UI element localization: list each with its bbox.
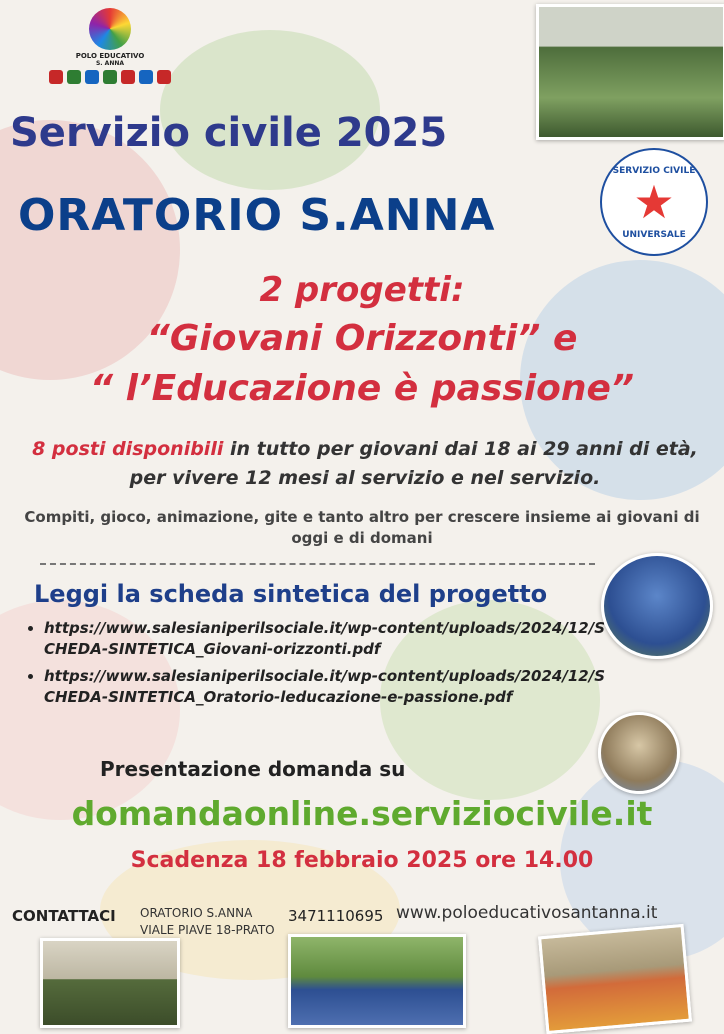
partner-logo-icon (121, 70, 135, 84)
contact-website[interactable]: www.poloeducativosantanna.it (396, 903, 658, 923)
domanda-online-link[interactable]: domandaonline.serviziocivile.it (71, 794, 653, 833)
photo-group-3 (538, 924, 692, 1034)
compiti-text: Compiti, gioco, animazione, gite e tanto altro per crescere insieme ai giovani di oggi e di domani (24, 508, 700, 547)
posti-description (30, 435, 700, 493)
partner-logo-icon (49, 70, 63, 84)
oratorio-heading: ORATORIO S.ANNA (18, 190, 496, 241)
partner-logo-icon (67, 70, 81, 84)
link-scheda-giovani-orizzonti[interactable]: • https://www.salesianiperilsociale.it/wp-content/uploads/2024/12/SCHEDA-SINTETICA_Giovani-orizzonti.pdf (44, 618, 614, 660)
project-name-1: “Giovani Orizzonti” e (146, 318, 578, 359)
presentazione-label: Presentazione domanda su (100, 757, 406, 781)
polo-educativo-logo (20, 8, 200, 88)
partner-logo-icon (103, 70, 117, 84)
projects-count: 2 progetti: (259, 270, 465, 310)
logo-line-1: POLO EDUCATIVO (75, 52, 145, 60)
contact-heading: CONTATTACI (12, 907, 116, 925)
badge-text-bottom: UNIVERSALE (622, 230, 686, 240)
photo-courtyard (536, 4, 724, 140)
partner-logo-icon (139, 70, 153, 84)
badge-text-top: SERVIZIO CIVILE (612, 166, 696, 176)
deadline-text: Scadenza 18 febbraio 2025 ore 14.00 (130, 848, 594, 873)
project-name-2: “ l’Educazione è passione” (89, 368, 635, 409)
dashed-divider (40, 563, 595, 565)
contact-address (140, 905, 275, 939)
partner-logo-icon (157, 70, 171, 84)
servizio-civile-universale-badge (600, 148, 708, 256)
partner-logo-icon (85, 70, 99, 84)
logo-mark-icon (89, 8, 131, 50)
photo-group-1 (40, 938, 180, 1028)
partner-logos (20, 70, 200, 84)
photo-church-round (598, 712, 680, 794)
page-title: Servizio civile 2025 (10, 110, 448, 156)
photo-group-2 (288, 934, 466, 1028)
contact-name: ORATORIO S.ANNA (140, 906, 253, 920)
contact-phone[interactable]: 3471110695 (288, 907, 384, 925)
photo-group-round-1 (601, 553, 713, 659)
posti-highlight: 8 posti disponibili (32, 438, 224, 460)
links-list (20, 618, 614, 714)
leggi-heading: Leggi la scheda sintetica del progetto (34, 580, 548, 608)
star-icon: ★ (633, 175, 675, 229)
contact-street: VIALE PIAVE 18-PRATO (140, 923, 275, 937)
link-scheda-educazione-passione[interactable]: • https://www.salesianiperilsociale.it/wp-content/uploads/2024/12/SCHEDA-SINTETICA_Oratorio-leducazione-e-passione.pdf (44, 666, 614, 708)
posti-rest: in tutto per giovani dai 18 ai 29 anni di età, per vivere 12 mesi al servizio e nel servizio. (129, 438, 698, 489)
logo-line-2: S. ANNA (95, 60, 125, 67)
